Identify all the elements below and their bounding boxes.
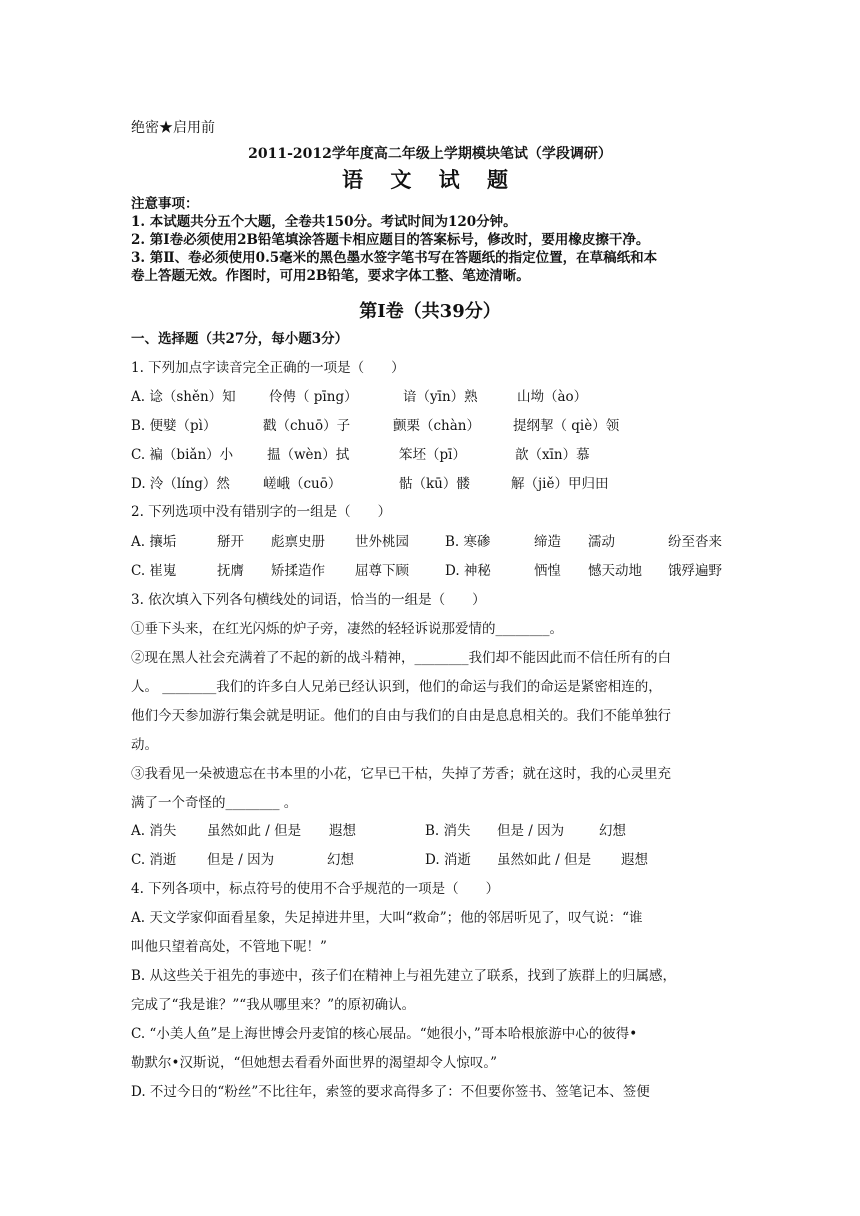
q3-text-line: 人。 ________我们的许多白人兄弟已经认识到，他们的命运与我们的命运是紧密相连的， bbox=[131, 679, 662, 695]
exam-subtitle: 2011-2012学年度高二年级上学期模块笔试（学段调研） bbox=[248, 146, 612, 162]
q3-option-cell: C. 消逝 bbox=[131, 852, 177, 868]
q1-option-cell: 歆（xīn）慕 bbox=[515, 447, 590, 463]
q1-option-cell: 嵯峨（cuō） bbox=[263, 476, 342, 492]
question-4-stem: 4. 下列各项中，标点符号的使用不合乎规范的一项是（ ） bbox=[131, 881, 500, 897]
q3-text-line: ①垂下头来，在红光闪烁的炉子旁，凄然的轻轻诉说那爱情的________。 bbox=[131, 621, 563, 637]
q1-option-row bbox=[131, 443, 731, 463]
q3-option-cell: 幻想 bbox=[599, 823, 626, 839]
q3-text-line: ③我看见一朵被遗忘在书本里的小花，它早已干枯，失掉了芳香；就在这时，我的心灵里充 bbox=[131, 766, 671, 782]
q2-option-row bbox=[131, 559, 731, 579]
q2-option-cell: 恓惶 bbox=[534, 563, 561, 579]
q1-option-cell: 笨坯（pī） bbox=[399, 447, 466, 463]
q3-text-line: 动。 bbox=[131, 737, 158, 753]
q3-option-cell: 遐想 bbox=[329, 823, 356, 839]
q1-option-cell: 戳（chuō）子 bbox=[263, 418, 351, 434]
q1-option-cell: 揾（wèn）拭 bbox=[267, 447, 350, 463]
q2-option-cell: 憾天动地 bbox=[588, 563, 642, 579]
q2-option-cell: 掰开 bbox=[217, 534, 244, 550]
q3-option-cell: 虽然如此 / 但是 bbox=[497, 852, 592, 868]
q2-option-cell: D. 神秘 bbox=[445, 563, 491, 579]
q1-option-cell: 颤栗（chàn） bbox=[393, 418, 480, 434]
q2-option-cell: 纷至沓来 bbox=[668, 534, 722, 550]
q1-option-row bbox=[131, 472, 731, 492]
q2-option-cell: 饿殍遍野 bbox=[668, 563, 722, 579]
q1-option-cell: B. 便嬖（pì） bbox=[131, 418, 217, 434]
q3-text-line: 满了一个奇怪的________ 。 bbox=[131, 795, 298, 811]
q3-option-cell: 但是 / 因为 bbox=[207, 852, 275, 868]
notice-item: 3. 第Ⅱ、卷必须使用0.5毫米的黑色墨水签字笔书写在答题纸的指定位置，在草稿纸和本 bbox=[131, 250, 658, 266]
q3-text-line: ②现在黑人社会充满着了不起的新的战斗精神，________我们却不能因此而不信任所有的白 bbox=[131, 650, 671, 666]
q3-option-cell: 幻想 bbox=[327, 852, 354, 868]
q2-option-cell: 濡动 bbox=[588, 534, 615, 550]
notice-item: 2. 第Ⅰ卷必须使用2B铅笔填涂答题卡相应题目的答案标号，修改时，要用橡皮擦干净。 bbox=[131, 232, 650, 248]
q1-option-cell: 骷（kū）髅 bbox=[399, 476, 470, 492]
q4-text-line: D. 不过今日的“粉丝”不比往年，索签的要求高得多了：不但要你签书、签笔记本、签便 bbox=[131, 1084, 650, 1100]
notice-item: 1. 本试题共分五个大题，全卷共150分。考试时间为120分钟。 bbox=[131, 214, 517, 230]
q3-option-cell: A. 消失 bbox=[131, 823, 177, 839]
q1-option-cell: D. 泠（líng）然 bbox=[131, 476, 230, 492]
q1-option-cell: C. 褊（biǎn）小 bbox=[131, 447, 234, 463]
q3-option-cell: D. 消逝 bbox=[425, 852, 471, 868]
q4-text-line: 完成了“我是谁？”“我从哪里来？”的原初确认。 bbox=[131, 997, 416, 1013]
section-title: 第Ⅰ卷（共39分） bbox=[359, 301, 501, 322]
q2-option-row bbox=[131, 530, 731, 550]
q2-option-cell: 抚膺 bbox=[217, 563, 244, 579]
q3-text-line: 他们今天参加游行集会就是明证。他们的自由与我们的自由是息息相关的。我们不能单独行 bbox=[131, 708, 671, 724]
exam-title: 语 文 试 题 bbox=[342, 167, 518, 192]
q4-text-line: B. 从这些关于祖先的事迹中，孩子们在精神上与祖先建立了联系，找到了族群上的归属感， bbox=[131, 968, 677, 984]
question-1-stem: 1. 下列加点字读音完全正确的一项是（ ） bbox=[131, 360, 405, 376]
q1-option-cell: 伶俜（ pīng） bbox=[269, 389, 358, 405]
q1-option-row bbox=[131, 414, 731, 434]
question-3-stem: 3. 依次填入下列各句横线处的词语，恰当的一组是（ ） bbox=[131, 592, 486, 608]
q1-option-row bbox=[131, 385, 731, 405]
q1-option-cell: 提纲挈（ qiè）领 bbox=[513, 418, 620, 434]
q2-option-cell: C. 崔嵬 bbox=[131, 563, 177, 579]
secret-label: 绝密★启用前 bbox=[131, 120, 215, 136]
q1-option-cell: 山坳（ào） bbox=[517, 389, 588, 405]
q2-option-cell: 屈尊下顾 bbox=[355, 563, 409, 579]
q2-option-cell: B. 寒碜 bbox=[445, 534, 491, 550]
notice-heading: 注意事项： bbox=[131, 196, 199, 212]
q2-option-cell: A. 攘垢 bbox=[131, 534, 177, 550]
q3-option-cell: 虽然如此 / 但是 bbox=[207, 823, 302, 839]
q3-option-cell: 遐想 bbox=[621, 852, 648, 868]
q4-text-line: A. 天文学家仰面看星象，失足掉进井里，大叫“救命”；他的邻居听见了，叹气说：“谁 bbox=[131, 910, 643, 926]
part-heading: 一、选择题（共27分，每小题3分） bbox=[131, 331, 349, 347]
notice-item: 卷上答题无效。作图时，可用2B铅笔，要求字体工整、笔迹清晰。 bbox=[131, 268, 530, 284]
q3-option-row bbox=[131, 819, 731, 839]
q4-text-line: 勒默尔•汉斯说，“但她想去看看外面世界的渴望却令人惊叹。” bbox=[131, 1055, 498, 1071]
q4-text-line: C. “小美人鱼”是上海世博会丹麦馆的核心展品。“她很小，”哥本哈根旅游中心的彼得• bbox=[131, 1026, 638, 1042]
q1-option-cell: A. 谂（shěn）知 bbox=[131, 389, 236, 405]
q2-option-cell: 矫揉造作 bbox=[271, 563, 325, 579]
q3-option-row bbox=[131, 848, 731, 868]
q3-option-cell: B. 消失 bbox=[425, 823, 471, 839]
q2-option-cell: 彪禀史册 bbox=[271, 534, 325, 550]
q2-option-cell: 世外桃园 bbox=[355, 534, 409, 550]
q3-option-cell: 但是 / 因为 bbox=[497, 823, 565, 839]
question-2-stem: 2. 下列选项中没有错别字的一组是（ ） bbox=[131, 504, 392, 520]
q1-option-cell: 谙（yīn）熟 bbox=[403, 389, 478, 405]
q2-option-cell: 缔造 bbox=[534, 534, 561, 550]
q4-text-line: 叫他只望着高处，不管地下呢！” bbox=[131, 939, 327, 955]
q1-option-cell: 解（jiě）甲归田 bbox=[511, 476, 609, 492]
